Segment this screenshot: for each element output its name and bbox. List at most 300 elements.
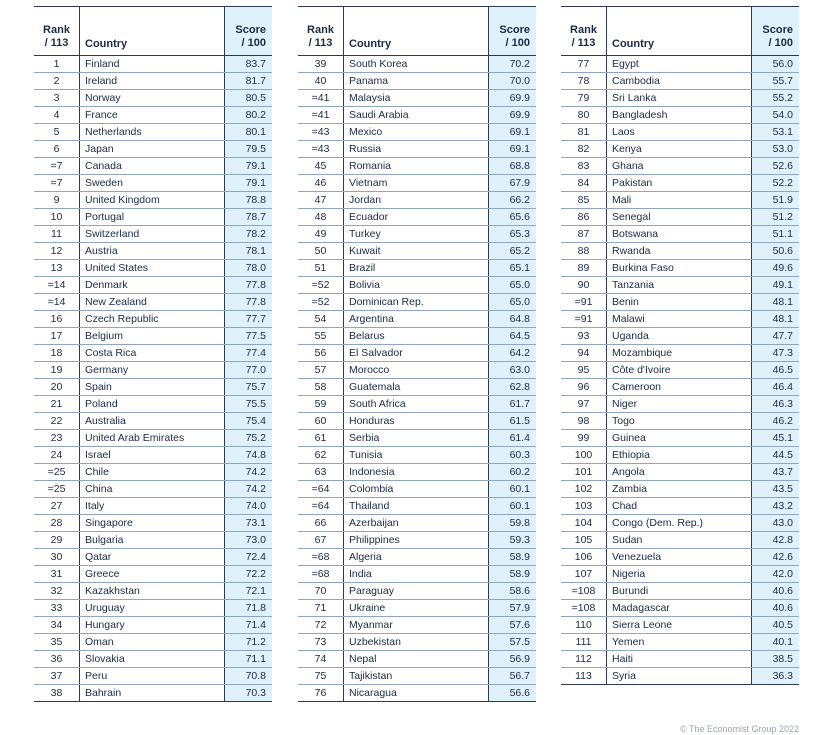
rank-cell: 111 (575, 636, 592, 648)
table-row (561, 141, 799, 158)
table-row (34, 345, 272, 362)
country-cell: Tajikistan (343, 668, 488, 684)
table-row (298, 379, 536, 396)
score-cell: 61.5 (488, 413, 536, 429)
score-cell: 80.2 (224, 107, 272, 123)
country-cell: Costa Rica (79, 345, 224, 361)
score-cell: 51.2 (751, 209, 799, 225)
rank-cell: =14 (47, 296, 66, 308)
score-cell: 65.1 (488, 260, 536, 276)
table-row (561, 158, 799, 175)
country-cell: Congo (Dem. Rep.) (606, 515, 751, 531)
table-row (298, 141, 536, 158)
country-cell: Rwanda (606, 243, 751, 259)
table-row (34, 277, 272, 294)
score-cell: 71.2 (224, 634, 272, 650)
rank-cell: 3 (53, 92, 60, 104)
score-cell: 40.6 (751, 600, 799, 616)
score-cell: 59.3 (488, 532, 536, 548)
country-cell: Hungary (79, 617, 224, 633)
table-row (561, 413, 799, 430)
country-header: Country (606, 7, 751, 55)
rank-cell: 113 (575, 670, 592, 682)
score-cell: 48.1 (751, 294, 799, 310)
score-cell: 52.2 (751, 175, 799, 191)
ranking-table-2 (298, 6, 536, 702)
score-cell: 40.6 (751, 583, 799, 599)
table-row (561, 583, 799, 600)
score-cell: 72.2 (224, 566, 272, 582)
rank-header-line2: / 113 (571, 37, 596, 49)
score-cell: 43.2 (751, 498, 799, 514)
country-cell: Ukraine (343, 600, 488, 616)
table-row (34, 413, 272, 430)
rank-cell: 88 (577, 245, 590, 257)
rank-cell: =68 (311, 551, 330, 563)
score-cell: 78.1 (224, 243, 272, 259)
rank-cell: 71 (314, 602, 327, 614)
table-row (34, 73, 272, 90)
country-cell: Austria (79, 243, 224, 259)
score-cell: 56.7 (488, 668, 536, 684)
score-cell: 38.5 (751, 651, 799, 667)
score-cell: 69.9 (488, 90, 536, 106)
rank-cell: 95 (577, 364, 590, 376)
table-row (298, 396, 536, 413)
table-row (561, 90, 799, 107)
country-cell: Uzbekistan (343, 634, 488, 650)
table-row (298, 158, 536, 175)
country-cell: Sierra Leone (606, 617, 751, 633)
rank-cell: 19 (50, 364, 63, 376)
rank-header-line2: / 113 (44, 37, 69, 49)
country-cell: Sudan (606, 532, 751, 548)
country-cell: Finland (79, 56, 224, 72)
country-cell: Burundi (606, 583, 751, 599)
rank-cell: 34 (50, 619, 63, 631)
rank-cell: 102 (574, 483, 593, 495)
rank-cell: 38 (50, 687, 63, 699)
country-cell: South Africa (343, 396, 488, 412)
table-row (34, 617, 272, 634)
score-cell: 60.2 (488, 464, 536, 480)
table-row (298, 600, 536, 617)
score-cell: 79.1 (224, 158, 272, 174)
score-cell: 60.1 (488, 498, 536, 514)
score-cell: 46.2 (751, 413, 799, 429)
country-cell: Vietnam (343, 175, 488, 191)
table-row (298, 430, 536, 447)
rank-cell: 106 (574, 551, 593, 563)
rank-header (298, 7, 343, 55)
rank-cell: 23 (50, 432, 63, 444)
score-cell: 61.7 (488, 396, 536, 412)
score-header (751, 7, 799, 55)
country-cell: Ecuador (343, 209, 488, 225)
country-cell: Haiti (606, 651, 751, 667)
score-cell: 64.2 (488, 345, 536, 361)
country-cell: Serbia (343, 430, 488, 446)
table-header (298, 6, 536, 56)
rank-cell: 11 (51, 228, 62, 240)
table-row (34, 311, 272, 328)
country-cell: South Korea (343, 56, 488, 72)
country-cell: Azerbaijan (343, 515, 488, 531)
country-cell: Nigeria (606, 566, 751, 582)
rank-cell: 76 (314, 687, 327, 699)
table-row (34, 379, 272, 396)
score-cell: 73.0 (224, 532, 272, 548)
table-row (298, 226, 536, 243)
country-cell: Argentina (343, 311, 488, 327)
table-row (298, 651, 536, 668)
table-row (561, 243, 799, 260)
table-header (34, 6, 272, 56)
table-row (561, 294, 799, 311)
rank-cell: =52 (311, 279, 330, 291)
country-cell: Botswana (606, 226, 751, 242)
table-row (298, 175, 536, 192)
table-row (298, 532, 536, 549)
rank-cell: =108 (571, 602, 596, 614)
country-cell: Russia (343, 141, 488, 157)
country-cell: Thailand (343, 498, 488, 514)
score-cell: 78.7 (224, 209, 272, 225)
rank-cell: 101 (574, 466, 593, 478)
score-cell: 63.0 (488, 362, 536, 378)
table-row (34, 90, 272, 107)
rank-header (561, 7, 606, 55)
country-cell: Netherlands (79, 124, 224, 140)
table-row (34, 362, 272, 379)
table-row (298, 481, 536, 498)
rank-cell: 9 (53, 194, 60, 206)
rank-cell: 90 (577, 279, 590, 291)
rank-cell: 67 (314, 534, 327, 546)
country-cell: Senegal (606, 209, 751, 225)
country-cell: Spain (79, 379, 224, 395)
table-row (298, 583, 536, 600)
country-cell: Kuwait (343, 243, 488, 259)
country-cell: Germany (79, 362, 224, 378)
table-row (561, 73, 799, 90)
rank-cell: 85 (577, 194, 590, 206)
score-cell: 79.1 (224, 175, 272, 191)
rank-cell: 24 (50, 449, 63, 461)
score-cell: 57.6 (488, 617, 536, 633)
country-cell: Canada (79, 158, 224, 174)
country-cell: Malawi (606, 311, 751, 327)
score-cell: 51.1 (751, 226, 799, 242)
rank-cell: 20 (50, 381, 63, 393)
country-cell: Mozambique (606, 345, 751, 361)
country-cell: Sri Lanka (606, 90, 751, 106)
score-cell: 52.6 (751, 158, 799, 174)
table-row (34, 651, 272, 668)
rank-cell: 33 (50, 602, 63, 614)
rank-cell: 10 (50, 211, 63, 223)
table-row (298, 345, 536, 362)
table-row (298, 447, 536, 464)
table-row (561, 549, 799, 566)
table-row (298, 56, 536, 73)
table-row (34, 583, 272, 600)
rank-cell: 22 (50, 415, 63, 427)
score-cell: 56.9 (488, 651, 536, 667)
rank-cell: 61 (314, 432, 327, 444)
rank-cell: 56 (314, 347, 327, 359)
table-row (298, 124, 536, 141)
table-row (298, 192, 536, 209)
score-cell: 59.8 (488, 515, 536, 531)
rank-cell: 94 (577, 347, 590, 359)
rank-cell: 1 (53, 58, 60, 70)
score-cell: 77.0 (224, 362, 272, 378)
score-cell: 48.1 (751, 311, 799, 327)
score-cell: 72.1 (224, 583, 272, 599)
score-cell: 61.4 (488, 430, 536, 446)
rank-cell: =7 (50, 177, 63, 189)
rank-cell: =14 (47, 279, 66, 291)
score-cell: 50.6 (751, 243, 799, 259)
rank-cell: =91 (574, 313, 593, 325)
rank-cell: 93 (577, 330, 590, 342)
score-cell: 60.3 (488, 447, 536, 463)
rank-cell: 87 (577, 228, 590, 240)
rank-cell: =52 (311, 296, 330, 308)
table-row (298, 498, 536, 515)
rank-cell: 97 (577, 398, 590, 410)
score-cell: 49.1 (751, 277, 799, 293)
table-row (34, 668, 272, 685)
country-cell: Australia (79, 413, 224, 429)
country-cell: Nepal (343, 651, 488, 667)
rank-cell: 29 (50, 534, 63, 546)
score-cell: 69.9 (488, 107, 536, 123)
score-cell: 53.1 (751, 124, 799, 140)
rank-cell: 54 (314, 313, 327, 325)
rank-cell: =43 (311, 126, 330, 138)
table-row (34, 447, 272, 464)
table-row (561, 617, 799, 634)
rank-cell: =68 (311, 568, 330, 580)
rank-cell: 96 (577, 381, 590, 393)
country-cell: Venezuela (606, 549, 751, 565)
table-row (561, 634, 799, 651)
country-header: Country (343, 7, 488, 55)
country-cell: Uruguay (79, 600, 224, 616)
rank-cell: 32 (50, 585, 63, 597)
ranking-table-1 (34, 6, 272, 702)
table-row (298, 515, 536, 532)
country-cell: Egypt (606, 56, 751, 72)
country-cell: Saudi Arabia (343, 107, 488, 123)
country-cell: Poland (79, 396, 224, 412)
country-cell: Peru (79, 668, 224, 684)
table-row (298, 90, 536, 107)
country-cell: Italy (79, 498, 224, 514)
table-row (34, 634, 272, 651)
score-cell: 65.0 (488, 294, 536, 310)
country-cell: Switzerland (79, 226, 224, 242)
rank-cell: =64 (311, 500, 330, 512)
rank-cell: =108 (571, 585, 596, 597)
country-cell: Chad (606, 498, 751, 514)
country-cell: Laos (606, 124, 751, 140)
table-row (34, 498, 272, 515)
country-cell: Paraguay (343, 583, 488, 599)
table-row (561, 464, 799, 481)
table-row (298, 73, 536, 90)
score-cell: 74.0 (224, 498, 272, 514)
country-cell: Niger (606, 396, 751, 412)
country-cell: Kenya (606, 141, 751, 157)
country-cell: Bolivia (343, 277, 488, 293)
score-cell: 42.6 (751, 549, 799, 565)
score-cell: 46.4 (751, 379, 799, 395)
table-row (34, 141, 272, 158)
country-cell: Madagascar (606, 600, 751, 616)
rank-header-line1: Rank (307, 24, 334, 36)
country-cell: India (343, 566, 488, 582)
score-cell: 71.4 (224, 617, 272, 633)
score-cell: 69.1 (488, 141, 536, 157)
table-row (561, 498, 799, 515)
rank-cell: 66 (314, 517, 327, 529)
score-cell: 57.9 (488, 600, 536, 616)
rank-cell: 78 (577, 75, 590, 87)
table-row (298, 634, 536, 651)
table-row (561, 396, 799, 413)
country-cell: Angola (606, 464, 751, 480)
score-cell: 64.5 (488, 328, 536, 344)
rank-cell: 75 (314, 670, 327, 682)
rank-cell: 58 (314, 381, 327, 393)
country-cell: Philippines (343, 532, 488, 548)
country-cell: Bulgaria (79, 532, 224, 548)
rank-cell: 17 (50, 330, 63, 342)
score-cell: 43.0 (751, 515, 799, 531)
score-cell: 80.5 (224, 90, 272, 106)
score-header-line1: Score (762, 24, 793, 36)
country-cell: Colombia (343, 481, 488, 497)
score-header (488, 7, 536, 55)
country-cell: Tunisia (343, 447, 488, 463)
country-cell: Côte d'Ivoire (606, 362, 751, 378)
country-cell: Qatar (79, 549, 224, 565)
table-row (34, 430, 272, 447)
score-cell: 65.2 (488, 243, 536, 259)
country-cell: Kazakhstan (79, 583, 224, 599)
score-cell: 78.8 (224, 192, 272, 208)
country-cell: Ghana (606, 158, 751, 174)
rank-cell: 55 (314, 330, 327, 342)
score-cell: 75.7 (224, 379, 272, 395)
table-row (34, 328, 272, 345)
score-cell: 75.4 (224, 413, 272, 429)
table-row (561, 107, 799, 124)
ranking-table-3 (561, 6, 799, 685)
rank-cell: =43 (311, 143, 330, 155)
rank-cell: =91 (574, 296, 593, 308)
country-cell: Romania (343, 158, 488, 174)
score-cell: 43.5 (751, 481, 799, 497)
table-row (34, 209, 272, 226)
table-row (561, 209, 799, 226)
rank-header-line2: / 113 (308, 37, 333, 49)
score-cell: 65.6 (488, 209, 536, 225)
score-cell: 46.5 (751, 362, 799, 378)
table-row (34, 685, 272, 702)
rank-cell: 13 (50, 262, 63, 274)
rank-cell: =41 (311, 92, 330, 104)
country-cell: Pakistan (606, 175, 751, 191)
score-cell: 58.9 (488, 566, 536, 582)
score-cell: 55.7 (751, 73, 799, 89)
country-cell: New Zealand (79, 294, 224, 310)
score-cell: 40.5 (751, 617, 799, 633)
country-cell: Malaysia (343, 90, 488, 106)
score-cell: 56.0 (751, 56, 799, 72)
table-row (561, 430, 799, 447)
table-row (561, 226, 799, 243)
country-cell: Zambia (606, 481, 751, 497)
score-cell: 78.2 (224, 226, 272, 242)
table-row (298, 328, 536, 345)
rank-cell: 45 (314, 160, 327, 172)
country-cell: United Arab Emirates (79, 430, 224, 446)
table-row (298, 209, 536, 226)
country-cell: Jordan (343, 192, 488, 208)
table-row (298, 685, 536, 702)
rank-cell: 100 (574, 449, 593, 461)
score-cell: 42.8 (751, 532, 799, 548)
country-cell: Burkina Faso (606, 260, 751, 276)
table-row (34, 532, 272, 549)
table-row (34, 192, 272, 209)
score-cell: 42.0 (751, 566, 799, 582)
table-row (561, 311, 799, 328)
country-cell: Nicaragua (343, 685, 488, 701)
rank-cell: 105 (574, 534, 593, 546)
rank-cell: 39 (314, 58, 327, 70)
country-cell: Togo (606, 413, 751, 429)
score-cell: 67.9 (488, 175, 536, 191)
rank-cell: 2 (53, 75, 60, 87)
rank-cell: 50 (314, 245, 327, 257)
country-cell: Portugal (79, 209, 224, 225)
country-cell: Turkey (343, 226, 488, 242)
rank-cell: =25 (47, 466, 66, 478)
table-row (298, 260, 536, 277)
rank-cell: 73 (314, 636, 327, 648)
country-cell: Oman (79, 634, 224, 650)
table-row (34, 243, 272, 260)
score-cell: 68.8 (488, 158, 536, 174)
country-cell: Greece (79, 566, 224, 582)
rank-cell: 36 (50, 653, 63, 665)
score-cell: 83.7 (224, 56, 272, 72)
table-row (34, 107, 272, 124)
score-header-line2: / 100 (768, 37, 793, 49)
table-row (561, 56, 799, 73)
score-cell: 74.2 (224, 481, 272, 497)
table-row (34, 226, 272, 243)
rank-cell: =41 (311, 109, 330, 121)
table-row (561, 362, 799, 379)
country-cell: Bangladesh (606, 107, 751, 123)
table-row (561, 481, 799, 498)
